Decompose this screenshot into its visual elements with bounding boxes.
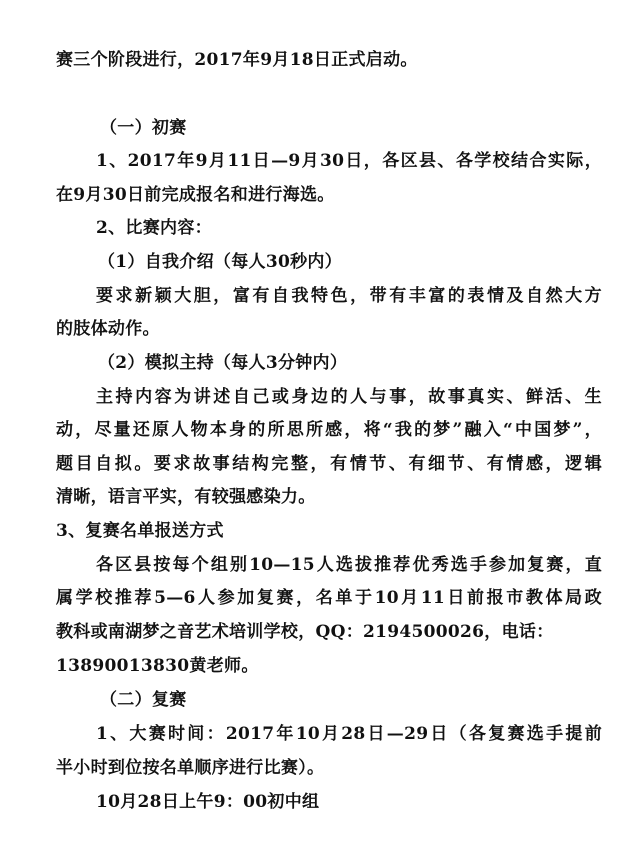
- text-line: （2）模拟主持（每人3分钟内）: [98, 353, 348, 373]
- text-line: 属学校推荐5—6人参加复赛，名单于10月11日前报市教体局政: [56, 588, 602, 608]
- text-line: 要求新颖大胆，富有自我特色，带有丰富的表情及自然大方: [96, 286, 602, 306]
- text-line: 1、2017年9月11日—9月30日，各区县、各学校结合实际，: [96, 151, 602, 171]
- text-line: 动，尽量还原人物本身的所思所感，将“我的梦”融入“中国梦”，: [56, 420, 602, 440]
- text-line: 13890013830黄老师。: [56, 656, 259, 676]
- text-line: 赛三个阶段进行，2017年9月18日正式启动。: [56, 50, 418, 70]
- text-line: 半小时到位按名单顺序进行比赛）。: [56, 758, 325, 778]
- text-line: （1）自我介绍（每人30秒内）: [98, 252, 342, 272]
- text-line: 题目自拟。要求故事结构完整，有情节、有细节、有情感，逻辑: [56, 454, 602, 474]
- text-line: 1、大赛时间：2017年10月28日—29日（各复赛选手提前: [96, 724, 602, 744]
- text-line: 主持内容为讲述自己或身边的人与事，故事真实、鲜活、生: [96, 387, 602, 407]
- text-line: 清晰，语言平实，有较强感染力。: [56, 487, 316, 507]
- section-heading: （二）复赛: [100, 690, 187, 710]
- section-heading: （一）初赛: [100, 118, 187, 138]
- text-line: 2、比赛内容：: [96, 218, 212, 238]
- text-line: 10月28日上午9：00初中组: [96, 792, 320, 812]
- text-line: 3、复赛名单报送方式: [56, 521, 224, 541]
- text-line: 教科或南湖梦之音艺术培训学校，QQ：2194500026，电话：: [56, 622, 554, 642]
- text-line: 的肢体动作。: [56, 319, 160, 339]
- text-line: 各区县按每个组别10—15人选拔推荐优秀选手参加复赛，直: [96, 555, 602, 575]
- text-line: 在9月30日前完成报名和进行海选。: [56, 185, 335, 205]
